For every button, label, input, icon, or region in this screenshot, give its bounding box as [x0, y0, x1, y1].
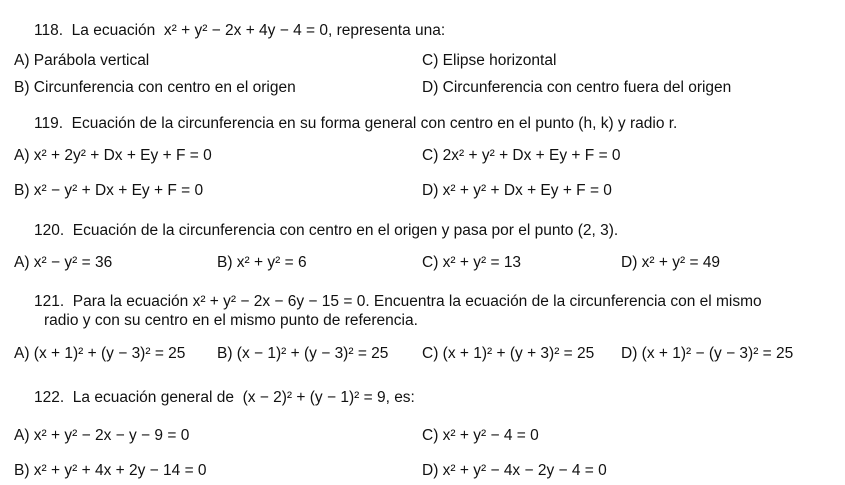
question-equation: (x − 2)² + (y − 1)² = 9 [242, 389, 386, 406]
question-text: Para la ecuación x² + y² − 2x − 6y − 15 = 0. Encuentra la ecuación de la circunferencia con el mismo [72, 293, 762, 310]
option-118-c: C) Elipse horizontal [422, 52, 557, 69]
option-118-a: A) Parábola vertical [14, 52, 150, 69]
option-119-b: B) x² − y² + Dx + Ey + F = 0 [14, 182, 204, 199]
option-120-a: A) x² − y² = 36 [14, 254, 113, 271]
question-number: 118. [34, 22, 64, 39]
option-122-a: A) x² + y² − 2x − y − 9 = 0 [14, 427, 190, 444]
question-text-end: , es: [385, 389, 415, 406]
question-text: Ecuación de la circunferencia con centro en el origen y pasa por el punto (2, 3). [72, 222, 619, 239]
option-121-c: C) (x + 1)² + (y + 3)² = 25 [422, 345, 595, 362]
question-text: La ecuación [71, 22, 156, 39]
option-122-c: C) x² + y² − 4 = 0 [422, 427, 539, 444]
option-122-d: D) x² + y² − 4x − 2y − 4 = 0 [422, 462, 607, 479]
question-number: 122. [34, 389, 65, 406]
question-text: Ecuación de la circunferencia en su forma general con centro en el punto (h, k) y radio r. [71, 115, 678, 132]
question-119-stem [34, 115, 677, 133]
option-120-c: C) x² + y² = 13 [422, 254, 522, 271]
question-number: 121. [34, 293, 65, 310]
option-119-d: D) x² + y² + Dx + Ey + F = 0 [422, 182, 612, 199]
question-118-stem [34, 22, 445, 40]
option-122-b: B) x² + y² + 4x + 2y − 14 = 0 [14, 462, 207, 479]
question-121-stem [34, 293, 762, 311]
question-equation: x² + y² − 2x + 4y − 4 = 0 [163, 22, 329, 39]
question-122-stem [34, 389, 415, 407]
option-118-d: D) Circunferencia con centro fuera del origen [422, 79, 732, 96]
question-text: La ecuación general de [72, 389, 234, 406]
question-text-end: , representa una: [328, 22, 446, 39]
question-number: 120. [34, 222, 65, 239]
option-120-d: D) x² + y² = 49 [621, 254, 721, 271]
option-119-c: C) 2x² + y² + Dx + Ey + F = 0 [422, 147, 621, 164]
option-121-d: D) (x + 1)² − (y − 3)² = 25 [621, 345, 794, 362]
question-120-stem [34, 222, 618, 240]
question-number: 119. [34, 115, 64, 132]
option-121-b: B) (x − 1)² + (y − 3)² = 25 [217, 345, 389, 362]
option-121-a: A) (x + 1)² + (y − 3)² = 25 [14, 345, 186, 362]
option-118-b: B) Circunferencia con centro en el origen [14, 79, 296, 96]
option-120-b: B) x² + y² = 6 [217, 254, 307, 271]
question-121-stem-continued: radio y con su centro en el mismo punto de referencia. [44, 312, 418, 329]
option-119-a: A) x² + 2y² + Dx + Ey + F = 0 [14, 147, 212, 164]
